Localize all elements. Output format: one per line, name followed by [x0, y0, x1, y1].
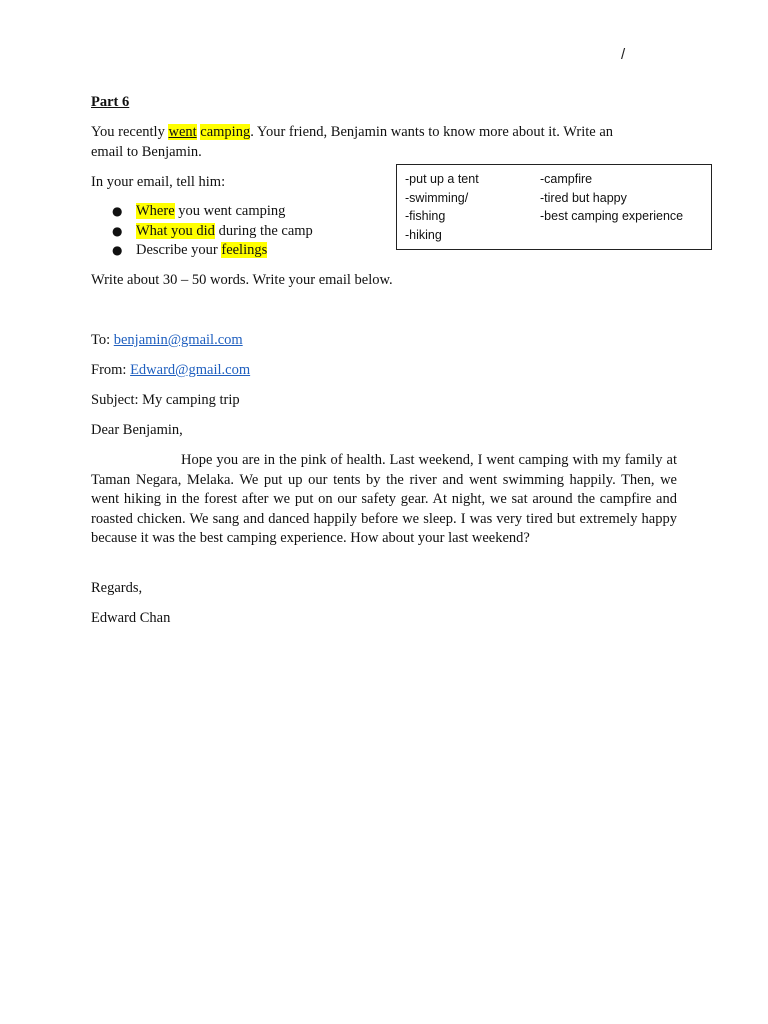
instruction-line-2: email to Benjamin.: [91, 143, 202, 160]
bullet-text: during the camp: [214, 222, 313, 239]
bullet-dot-icon: ●: [112, 204, 123, 218]
from-email-link[interactable]: Edward@gmail.com: [130, 362, 251, 378]
hint-box: [396, 164, 712, 250]
highlight-went: went: [168, 124, 197, 140]
hint-item: -best camping experience: [540, 209, 684, 223]
hint-item: -swimming/: [405, 190, 469, 205]
bullet-what-you-did: [112, 222, 313, 242]
email-to-line: [91, 331, 677, 351]
hint-item: -tired but happy: [540, 190, 627, 205]
bullet-where: [112, 202, 313, 222]
highlight-camping: camping: [200, 124, 251, 140]
tell-him-label: In your email, tell him:: [91, 174, 226, 190]
hint-item: -put up a tent: [405, 172, 479, 186]
hint-item: -campfire: [540, 172, 593, 186]
part-title: Part 6: [91, 94, 130, 110]
bullet-text: you went camping: [174, 203, 286, 219]
header-mark: /: [621, 46, 626, 63]
hint-column-2: [540, 170, 683, 226]
hint-item: -hiking: [405, 227, 442, 242]
email-closing: Regards,: [91, 580, 143, 596]
email-from-line: [91, 361, 677, 381]
bullet-dot-icon: ●: [112, 243, 123, 257]
bullet-text: Describe your: [136, 242, 222, 258]
task-bullet-list: [112, 202, 313, 261]
instruction-paragraph: [91, 123, 677, 162]
email-signature: Edward Chan: [91, 610, 171, 626]
instruction-text-end: . Your friend, Benjamin wants to know more about it. Write an: [250, 124, 614, 140]
hint-item: -fishing: [405, 209, 446, 223]
email-subject: Subject: My camping trip: [91, 392, 240, 408]
email-body-text: Hope you are in the pink of health. Last weekend, I went camping with my family at Taman Negara, Melaka. We put up our tents by the river and went swimming happily. Then, we went hiking in the forest after we put on our safety gear. At night, we sat around the campfire and roasted chicken. We sang and danced happily before we sleep. I was very tired but extremely happy because it was the best camping experience. How about your last weekend?: [91, 452, 677, 546]
to-email-link[interactable]: benjamin@gmail.com: [113, 332, 243, 348]
highlight-where: Where: [136, 203, 175, 219]
email-greeting: Dear Benjamin,: [91, 422, 183, 438]
bullet-dot-icon: ●: [112, 223, 123, 238]
email-body: [91, 451, 677, 549]
word-count-instruction: Write about 30 – 50 words. Write your email below.: [91, 272, 393, 288]
bullet-feelings: [112, 241, 313, 261]
from-label: From:: [91, 362, 131, 378]
instruction-text-start: You recently: [91, 124, 169, 140]
to-label: To:: [91, 332, 114, 348]
highlight-feelings: feelings: [221, 242, 268, 258]
highlight-what-you-did: What you did: [136, 222, 215, 239]
hint-column-1: [405, 170, 479, 244]
